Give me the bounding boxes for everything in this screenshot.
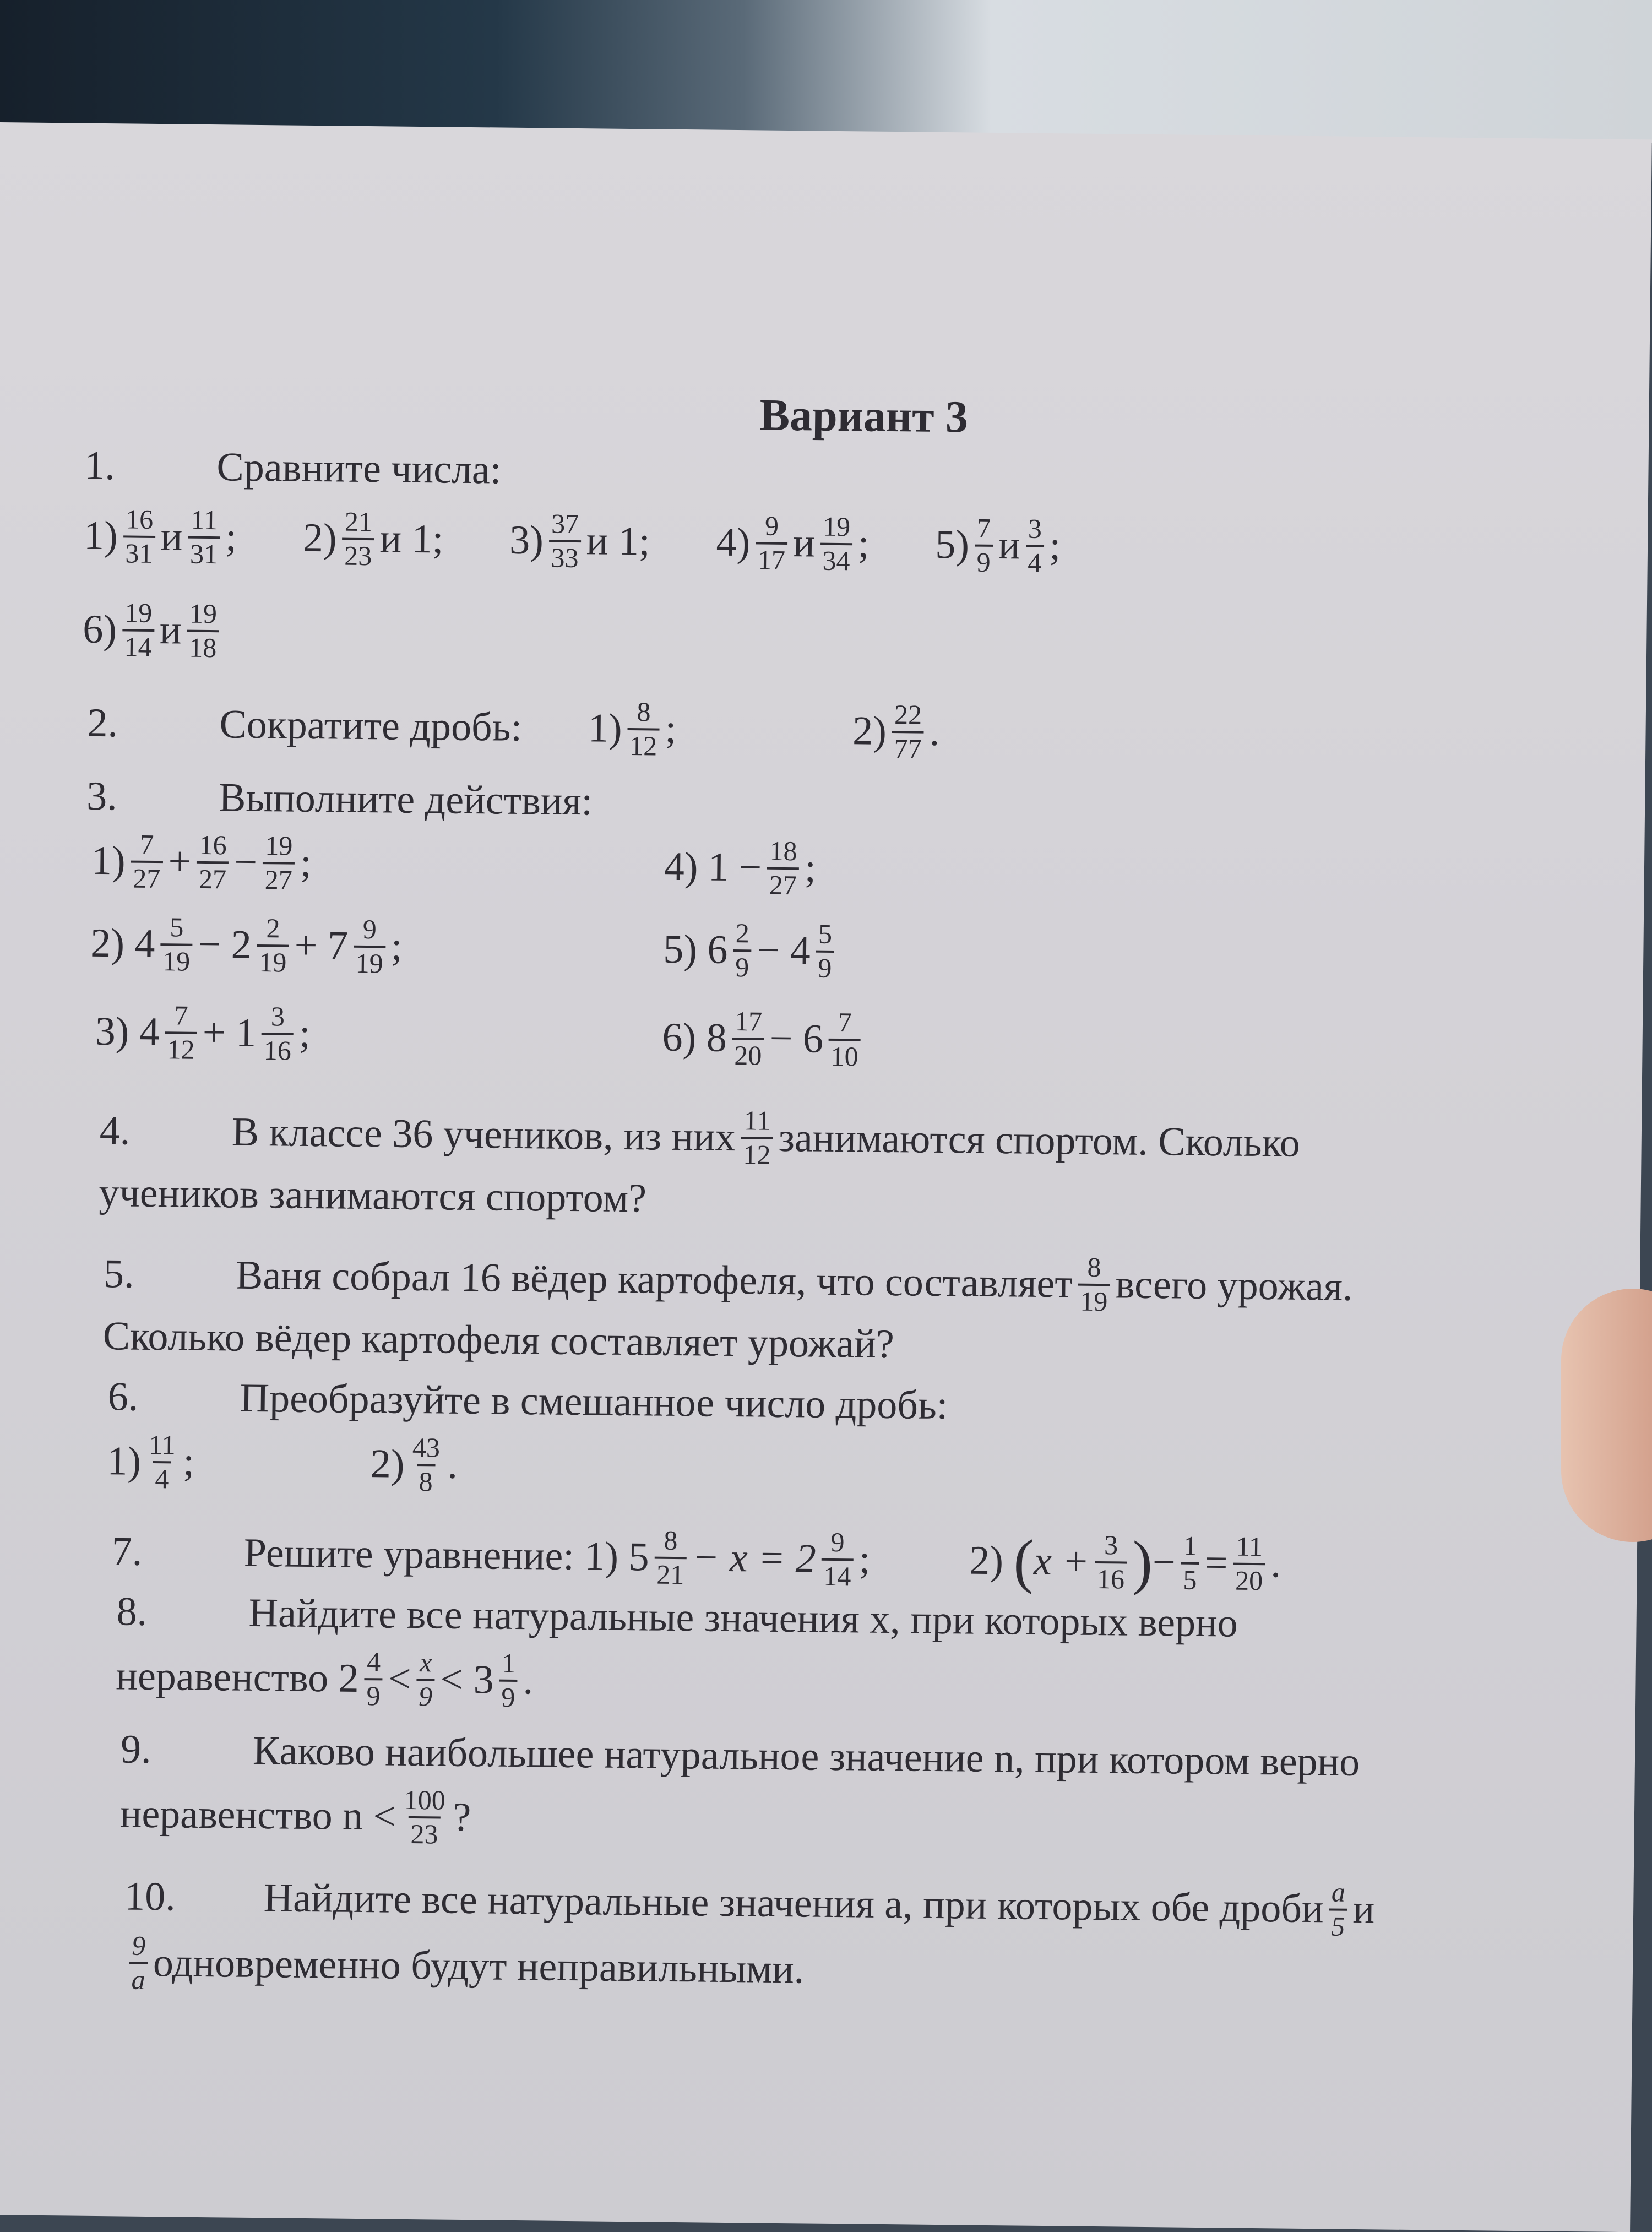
task-number: 5.: [103, 1251, 135, 1297]
math-text: − x = 2: [692, 1535, 817, 1582]
numerator: 7: [838, 1007, 852, 1038]
math-text: 4: [134, 921, 155, 967]
denominator: 4: [1025, 545, 1044, 579]
task-number: 10.: [124, 1873, 176, 1920]
math-text: 5): [662, 926, 698, 973]
fraction: [131, 829, 163, 895]
task-number: 3.: [86, 773, 118, 819]
numerator: 37: [551, 508, 579, 540]
fraction: [129, 1930, 148, 1996]
fraction: [165, 1000, 197, 1066]
math-text: неравенство n <: [119, 1791, 396, 1839]
math-text: и 1;: [586, 518, 651, 564]
task-8-line-2: [116, 1643, 534, 1713]
numerator: 5: [818, 918, 833, 949]
numerator: 5: [170, 911, 184, 943]
task-text: Выполните действия:: [218, 775, 593, 824]
math-text: Найдите все натуральные значения x, при которых верно: [248, 1590, 1238, 1646]
fraction: [261, 1001, 294, 1067]
fraction: [1095, 1529, 1127, 1595]
denominator: 5: [1329, 1908, 1347, 1942]
task-4-line-1: [99, 1098, 1300, 1176]
task-text: Сократите дробь:: [219, 702, 523, 750]
task-number: 8.: [116, 1589, 148, 1634]
task-number: 9.: [120, 1726, 151, 1773]
finger: [1561, 1289, 1652, 1542]
math-text: ;: [1049, 523, 1061, 569]
math-text: одновременно будут неправильными.: [153, 1940, 805, 1992]
math-text: 1): [588, 705, 623, 751]
numerator: 19: [124, 597, 153, 628]
task-9-line-2: [119, 1781, 471, 1850]
denominator: a: [129, 1962, 148, 1996]
task-6-heading: [107, 1373, 948, 1429]
numerator: 7: [140, 828, 154, 860]
math-text: Преобразуйте в смешанное число дробь:: [240, 1375, 948, 1429]
task-5-line-1: [103, 1241, 1353, 1320]
fraction: [401, 1784, 448, 1850]
math-text: 4): [664, 844, 698, 890]
math-text: .: [523, 1658, 534, 1703]
task-3-item-6: [662, 1005, 867, 1073]
math-text: + 7: [294, 922, 349, 969]
fraction: [627, 696, 660, 762]
fraction: [146, 1429, 178, 1495]
math-text: −: [233, 839, 258, 885]
numerator: 19: [265, 830, 293, 861]
fraction: [732, 1006, 764, 1072]
fraction: [892, 699, 924, 765]
task-number: 1.: [84, 443, 116, 489]
math-text: 3): [95, 1008, 129, 1055]
task-8-line-1: [116, 1588, 1238, 1647]
fraction: [974, 513, 993, 578]
numerator: 8: [637, 696, 651, 727]
math-text: Ваня собрал 16 вёдер картофеля, что составляет: [235, 1252, 1073, 1307]
math-text: 4: [139, 1009, 160, 1055]
numerator: 1: [501, 1647, 516, 1679]
numerator: 4: [366, 1646, 381, 1677]
numerator: a: [1331, 1876, 1346, 1908]
denominator: 34: [820, 542, 852, 577]
fraction: [1025, 513, 1044, 579]
fraction: [548, 508, 581, 574]
math-text: ;: [182, 1439, 195, 1485]
math-text: −: [1152, 1540, 1176, 1585]
math-text: ): [1132, 1528, 1153, 1596]
math-text: и: [792, 520, 816, 566]
math-text: Сколько вёдер картофеля составляет урожай?: [102, 1313, 895, 1367]
denominator: 19: [353, 945, 385, 979]
paper-sheet: [0, 122, 1652, 2232]
task-6-items: [107, 1429, 458, 1498]
fraction: [197, 829, 229, 895]
fraction: [1078, 1252, 1110, 1318]
fraction: [364, 1646, 383, 1712]
task-2: [87, 691, 940, 765]
numerator: 8: [1087, 1251, 1101, 1283]
denominator: 31: [188, 536, 220, 570]
math-text: В классе 36 учеников, из них: [231, 1109, 736, 1160]
fraction: [257, 913, 289, 979]
math-text: − 6: [769, 1015, 824, 1062]
math-text: и: [160, 514, 183, 560]
item-label: 1): [83, 513, 118, 559]
numerator: 3: [1028, 513, 1042, 544]
denominator: 10: [828, 1038, 861, 1072]
numerator: 16: [199, 829, 227, 861]
math-text: неравенство 2: [116, 1653, 360, 1701]
fraction: [123, 503, 155, 569]
numerator: 11: [191, 504, 218, 536]
math-text: ;: [390, 924, 403, 969]
denominator: 27: [197, 861, 229, 895]
numerator: 17: [734, 1006, 763, 1037]
fraction: [733, 917, 752, 983]
denominator: 20: [732, 1038, 764, 1072]
denominator: 16: [261, 1033, 294, 1067]
task-3-item-5: [663, 917, 840, 984]
numerator: 9: [830, 1526, 845, 1558]
fraction: [654, 1525, 687, 1591]
fraction: [1233, 1531, 1265, 1597]
item-label: 5): [934, 522, 970, 568]
numerator: 9: [764, 510, 779, 541]
denominator: 4: [153, 1461, 171, 1495]
denominator: 27: [767, 867, 800, 901]
math-text: 1): [91, 838, 126, 884]
task-4-line-2: [99, 1170, 646, 1222]
denominator: 14: [821, 1558, 854, 1592]
denominator: 33: [548, 540, 581, 574]
denominator: 8: [416, 1464, 435, 1498]
denominator: 9: [499, 1679, 518, 1713]
task-3-item-4: [664, 834, 816, 902]
math-text: Найдите все натуральные значения a, при которых обе дроби: [263, 1875, 1324, 1932]
task-5-line-2: [102, 1313, 894, 1368]
task-number: 2.: [87, 700, 118, 746]
task-10-line-1: [124, 1864, 1375, 1943]
fraction: [1329, 1876, 1347, 1942]
task-number: 6.: [107, 1374, 139, 1420]
math-text: занимаются спортом. Сколько: [778, 1115, 1301, 1166]
denominator: 27: [131, 860, 163, 894]
numerator: 11: [149, 1429, 176, 1460]
math-text: 1) 5: [584, 1534, 650, 1580]
math-text: < 3: [440, 1657, 494, 1703]
math-text: =: [1204, 1540, 1228, 1586]
background-top: [0, 0, 1652, 143]
fraction: [821, 1527, 854, 1593]
numerator: 1: [1183, 1530, 1198, 1561]
math-text: 8: [706, 1015, 727, 1061]
denominator: 9: [816, 950, 834, 984]
fraction: [262, 830, 295, 896]
math-text: (: [1013, 1527, 1034, 1595]
math-text: ;: [665, 706, 677, 752]
item-label: 6): [82, 606, 117, 653]
denominator: 9: [416, 1679, 435, 1713]
math-text: и: [159, 607, 182, 653]
denominator: 9: [974, 544, 993, 578]
math-text: и: [1352, 1886, 1375, 1932]
denominator: 17: [756, 542, 788, 576]
fraction: [342, 506, 374, 572]
denominator: 16: [1095, 1561, 1127, 1595]
denominator: 21: [654, 1556, 687, 1590]
denominator: 12: [165, 1031, 197, 1066]
numerator: 9: [132, 1930, 146, 1961]
math-text: .: [447, 1442, 458, 1487]
fraction: [820, 511, 852, 577]
denominator: 19: [257, 944, 289, 978]
math-text: .: [929, 709, 940, 754]
numerator: 21: [344, 506, 373, 537]
task-9-line-1: [121, 1726, 1360, 1786]
math-text: всего урожая.: [1115, 1262, 1353, 1310]
math-text: ;: [858, 1536, 871, 1582]
fraction: [756, 510, 788, 576]
math-text: Решите уравнение:: [243, 1530, 575, 1579]
numerator: 100: [404, 1784, 446, 1816]
item-label: 4): [716, 519, 751, 566]
denominator: 27: [262, 862, 295, 896]
math-text: учеников занимаются спортом?: [99, 1170, 647, 1221]
math-text: 2): [852, 708, 887, 754]
math-text: 1): [107, 1438, 142, 1484]
fraction: [767, 835, 800, 902]
numerator: 3: [1104, 1529, 1118, 1561]
task-1-item-6: [83, 597, 225, 664]
math-text: и: [998, 523, 1021, 568]
fraction: [828, 1007, 861, 1073]
denominator: 14: [122, 629, 154, 663]
numerator: 19: [822, 511, 851, 542]
denominator: 31: [123, 535, 155, 569]
math-text: 2): [370, 1441, 405, 1487]
denominator: 20: [1233, 1562, 1265, 1596]
numerator: 3: [270, 1001, 285, 1032]
task-3-item-3: [95, 999, 311, 1067]
item-label: 2): [302, 515, 338, 561]
math-text: 6): [662, 1014, 697, 1061]
numerator: 22: [894, 699, 922, 730]
denominator: 12: [627, 727, 660, 762]
numerator: 16: [125, 503, 154, 535]
task-3-item-2: [90, 911, 403, 980]
math-text: 1 −: [708, 844, 762, 890]
numerator: 2: [735, 917, 750, 949]
task-3-item-1: [91, 828, 312, 896]
fraction: [353, 914, 385, 980]
denominator: 19: [160, 943, 193, 977]
task-text: Сравните числа:: [216, 444, 502, 493]
numerator: 8: [664, 1524, 678, 1556]
math-text: ?: [452, 1794, 471, 1840]
numerator: 7: [174, 1000, 188, 1031]
fraction: [410, 1432, 442, 1498]
math-text: 2): [969, 1538, 1004, 1584]
item-label: 3): [509, 517, 544, 563]
denominator: 5: [1181, 1562, 1199, 1596]
task-number: 7.: [111, 1529, 143, 1574]
denominator: 9: [733, 949, 752, 984]
denominator: 23: [408, 1816, 441, 1850]
task-1-items: [84, 503, 1127, 580]
fraction: [187, 598, 219, 664]
numerator: 19: [189, 598, 218, 629]
numerator: 18: [769, 835, 797, 867]
math-text: 2): [90, 920, 125, 966]
math-text: ;: [300, 840, 312, 886]
numerator: 9: [362, 913, 377, 945]
math-text: ;: [298, 1011, 311, 1056]
page-title: Вариант 3: [759, 389, 969, 442]
math-text: − 4: [757, 927, 811, 974]
fraction: [188, 504, 220, 571]
math-text: .: [1270, 1541, 1281, 1587]
math-text: +: [168, 839, 192, 884]
denominator: 19: [1078, 1283, 1110, 1317]
math-text: + 1: [202, 1009, 257, 1056]
numerator: 11: [1236, 1530, 1263, 1562]
fraction: [416, 1647, 435, 1712]
denominator: 77: [892, 731, 924, 765]
numerator: 11: [743, 1105, 771, 1136]
math-text: ;: [857, 521, 870, 567]
fraction: [122, 597, 154, 663]
worksheet: [82, 261, 1639, 1995]
numerator: 2: [266, 913, 280, 944]
math-text: и 1;: [379, 516, 444, 562]
task-1-heading: [84, 443, 502, 494]
numerator: x: [419, 1647, 432, 1678]
denominator: 9: [364, 1678, 383, 1712]
math-text: x +: [1033, 1538, 1090, 1584]
task-7: [111, 1517, 1281, 1599]
math-text: Каково наибольшее натуральное значение n, при котором верно: [252, 1728, 1360, 1785]
fraction: [499, 1648, 518, 1713]
numerator: 43: [412, 1431, 441, 1463]
task-10-line-2: [123, 1930, 804, 2003]
denominator: 23: [342, 537, 374, 572]
denominator: 18: [187, 629, 219, 664]
fraction: [160, 911, 193, 977]
denominator: 12: [741, 1137, 773, 1171]
numerator: 7: [977, 512, 991, 544]
task-number: 4.: [99, 1107, 131, 1154]
math-text: <: [388, 1656, 411, 1702]
math-text: − 2: [198, 921, 252, 968]
math-text: ;: [225, 514, 237, 560]
fraction: [816, 919, 834, 984]
fraction: [741, 1105, 773, 1171]
math-text: ;: [804, 845, 817, 891]
task-3-heading: [86, 773, 593, 826]
math-text: 6: [707, 927, 728, 973]
fraction: [1181, 1530, 1199, 1596]
